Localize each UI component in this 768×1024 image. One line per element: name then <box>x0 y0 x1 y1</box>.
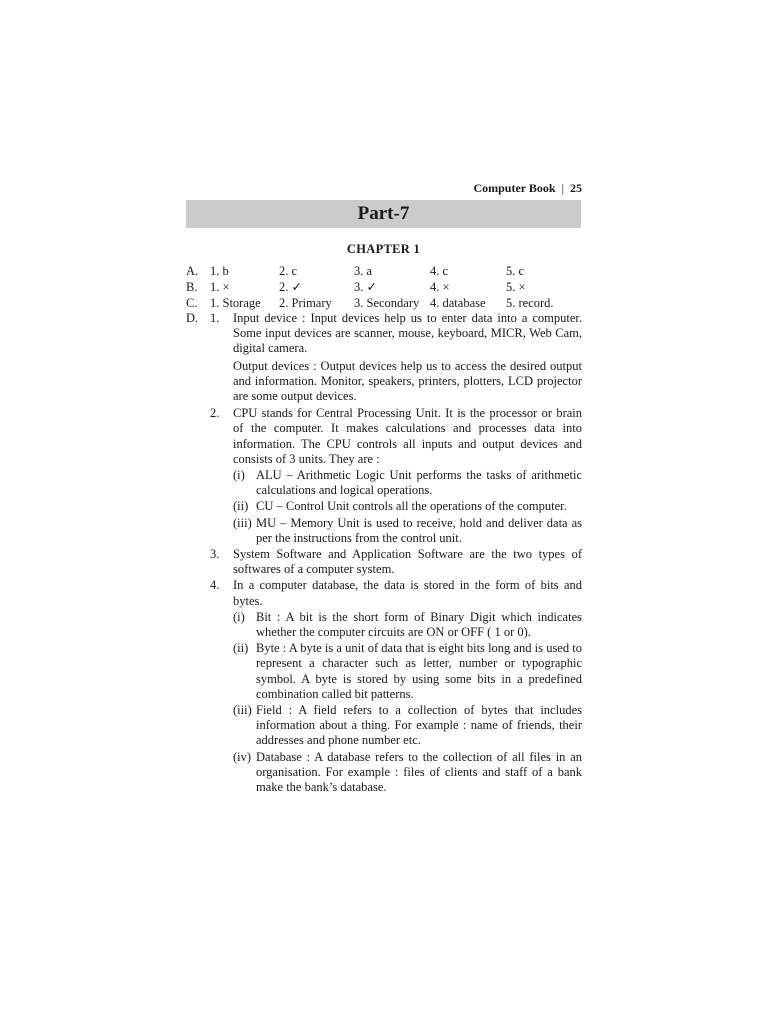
sub-item-text: ALU – Arithmetic Logic Unit performs the tasks of arithmetic calculations and logical operations. <box>256 468 582 498</box>
sub-item-text: CU – Control Unit controls all the operations of the computer. <box>256 499 567 514</box>
page-number: 25 <box>570 181 582 195</box>
sub-item-number: (i) <box>233 609 245 624</box>
section-label: B. <box>186 280 198 294</box>
item-number: 2. <box>210 406 220 421</box>
sub-item <box>233 750 582 796</box>
part-title: Part-7 <box>357 203 410 224</box>
paragraph: In a computer database, the data is stored in the form of bits and bytes. <box>233 578 582 608</box>
answer: 5. c <box>506 264 525 278</box>
section-label: A. <box>186 264 199 278</box>
paragraph: Output devices : Output devices help us to access the desired output and information. Monitor, speakers, printers, plotters, LCD projector are some output devices. <box>233 358 582 404</box>
header-separator: | <box>561 181 564 195</box>
sub-item-number: (ii) <box>233 641 249 656</box>
answer: 3. Secondary <box>354 296 420 310</box>
sub-item-text: MU – Memory Unit is used to receive, hold and deliver data as per the instructions from the control unit. <box>256 515 582 545</box>
section-d <box>186 311 582 796</box>
sub-item-number: (iv) <box>233 749 252 764</box>
answer: 4. c <box>430 264 449 278</box>
running-header <box>440 181 582 196</box>
book-title: Computer Book <box>473 181 556 195</box>
paragraph: System Software and Application Software are the two types of softwares of a computer system. <box>233 547 582 577</box>
item-number: 3. <box>210 547 220 562</box>
answer-item <box>186 547 582 577</box>
answer: 5. record. <box>506 296 554 310</box>
answer-item <box>186 311 582 404</box>
answer: 1. b <box>210 264 229 278</box>
sub-item <box>233 610 582 640</box>
paragraph: Input device : Input devices help us to enter data into a computer. Some input devices are scanner, mouse, keyboard, MICR, Web Cam, digital camera. <box>233 311 582 356</box>
sub-item <box>233 516 582 546</box>
sub-item-number: (iii) <box>233 515 252 530</box>
sub-item-text: Byte : A byte is a unit of data that is eight bits long and is used to represent a character such as letter, number or typographic symbol. A byte is stored by using some bits in a predefined combination called bit patterns. <box>256 641 582 701</box>
sub-item <box>233 468 582 498</box>
sub-item <box>233 641 582 702</box>
sub-item-number: (iii) <box>233 703 252 718</box>
answer: 1. Storage <box>210 296 261 310</box>
answer-item <box>186 578 582 795</box>
sub-item-text: Bit : A bit is the short form of Binary Digit which indicates whether the computer circuits are ON or OFF ( 1 or 0). <box>256 609 582 640</box>
answer: 3. ✓ <box>354 280 377 294</box>
part-title-bar <box>186 200 581 228</box>
answer: 5. × <box>506 280 526 294</box>
chapter-title: CHAPTER 1 <box>346 242 421 256</box>
answer: 3. a <box>354 264 373 278</box>
sub-item-number: (i) <box>233 468 245 483</box>
answer: 4. database <box>430 296 486 310</box>
sub-item <box>233 499 582 514</box>
sub-item-text: Database : A database refers to the collection of all files in an organisation. For example : files of clients and staff of a bank make the bank’s database. <box>256 749 582 795</box>
sub-item <box>233 703 582 749</box>
answer: 4. × <box>430 280 450 294</box>
answer: 2. Primary <box>279 296 332 310</box>
answer: 2. c <box>279 264 298 278</box>
answer: 1. × <box>210 280 230 294</box>
section-label: C. <box>186 296 198 310</box>
sub-item-text: Field : A field refers to a collection of bytes that includes information about a thing. For example : name of friends, their addresses and phone number etc. <box>256 703 582 748</box>
item-number: 4. <box>210 578 220 593</box>
item-number: 1. <box>210 311 220 325</box>
section-label: D. <box>186 311 199 325</box>
sub-item-number: (ii) <box>233 499 249 514</box>
answer: 2. ✓ <box>279 280 302 294</box>
answer-item <box>186 406 582 546</box>
paragraph: CPU stands for Central Processing Unit. It is the processor or brain of the computer. It makes calculations and processes data into information. The CPU controls all inputs and output devices and consists of 3 units. They are : <box>233 406 582 466</box>
